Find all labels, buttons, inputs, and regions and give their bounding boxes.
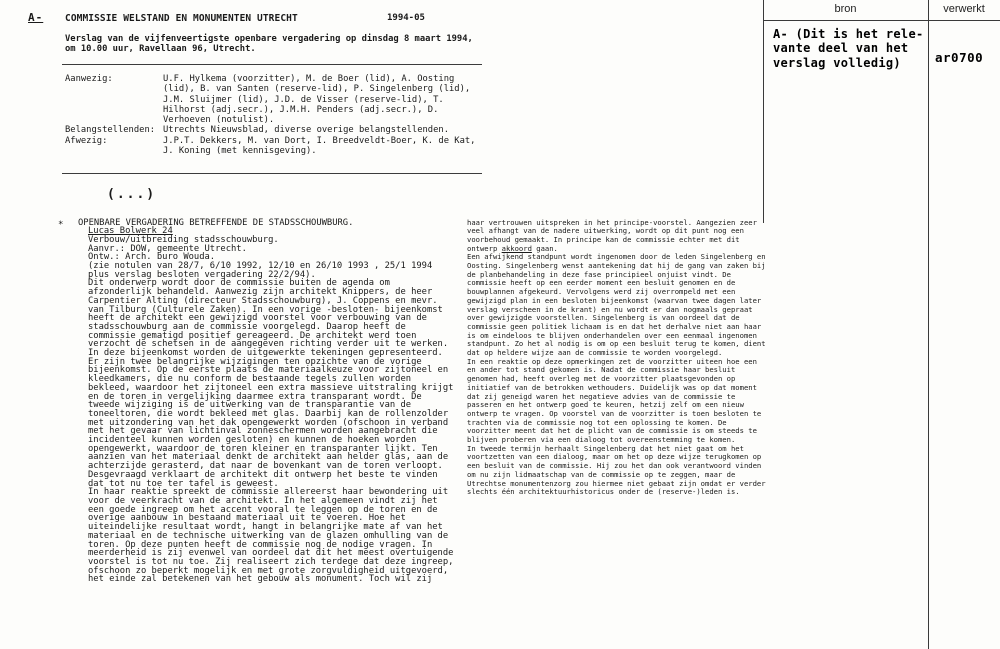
text-line: Dit onderwerp wordt door de commissie buiten de agenda om	[88, 278, 390, 289]
subtitle-line-2: om 10.00 uur, Ravellaan 96, Utrecht.	[65, 43, 256, 54]
body-column-left	[78, 217, 454, 585]
text-line: bijeenkomst. Op de eerste plaats de materiaalkeuze voor zijtoneel en	[88, 365, 449, 376]
attendee-label: Aanwezig:	[65, 74, 113, 84]
text-line: Er zijn twee belangrijke wijzigingen ten opzichte van de vorige	[88, 356, 422, 367]
horizontal-divider	[62, 173, 482, 174]
text-line: verslag volledig)	[773, 55, 901, 70]
text-line: tweede wijziging is de uitwerking van de transparantie van de	[88, 400, 412, 411]
text-line: In haar reaktie spreekt de commissie allereerst haar bewondering uit	[88, 487, 449, 498]
text-line: de planbehandeling in deze fase principieel onjuist vindt. De	[467, 269, 731, 279]
table-left-border	[763, 0, 764, 223]
attendees-block	[65, 74, 475, 156]
text-line: verslag verscheen in de krant) en nu wordt er dan nogmaals gepraat	[467, 304, 753, 314]
attendee-label: Belangstellenden:	[65, 125, 156, 136]
table-header-underline	[763, 20, 1000, 21]
attendee-names	[163, 125, 449, 135]
text-line: genomen had, heeft overleg met de voorzitter plaatsgevonden op	[467, 374, 736, 384]
text-line: In deze bijeenkomst worden de uitgewerkte tekeningen gepresenteerd.	[88, 348, 443, 359]
text-line: In een reaktie op deze opmerkingen zet de voorzitter uiteen hoe een	[467, 356, 757, 366]
page-title: COMMISSIE WELSTAND EN MONUMENTEN UTRECHT	[65, 13, 298, 24]
text-line: uiteindelijke resultaat wordt, hangt in belangrijke mate af van het	[88, 522, 443, 533]
text-line: dat tot nu toe ter tafel is geweest.	[88, 478, 279, 489]
subtitle-line-1: Verslag van de vijfenveertigste openbare vergadering op dinsdag 8 maart 1994,	[65, 34, 473, 44]
text-line: standpunt. Zo het al nodig is om op een besluit terug te komen, dient	[467, 339, 766, 349]
attendee-row-afwezig	[65, 136, 475, 157]
attendee-names	[163, 74, 470, 125]
text-line: en ander tot stand gekomen is. Nadat de commissie haar besluit	[467, 365, 736, 375]
text-line: een goede ingreep om het accent vooral te leggen op de toren en de	[88, 504, 438, 515]
text-line: commissie geen politiek lichaam is en dat het derhalve niet aan haar	[467, 321, 762, 331]
text-line: Utrechtse monumentenzorg zou hiermee niet gebaat zijn omdat er verder	[467, 478, 766, 488]
omission-mark: (...)	[107, 187, 157, 202]
text-line: dat zij geneigd waren het negatieve advies van de commissie te	[467, 391, 736, 401]
text-line: voorbehoud gemaakt. In principe kan de commissie echter met dit	[467, 234, 740, 244]
text-line: haar vertrouwen uitspreken in het principe-voorstel. Aangezien zeer	[467, 217, 757, 227]
text-line: U.F. Hylkema (voorzitter), M. de Boer (lid), A. Oosting	[163, 74, 455, 84]
text-line: Carpentier Alting (directeur Stadsschouwburg), J. Coppens en mevr.	[88, 295, 438, 306]
text-line: Utrechts Nieuwsblad, diverse overige belangstellenden.	[163, 125, 449, 136]
text-line: A- (Dit is het rele-	[773, 27, 924, 41]
attendee-row-belangstellenden	[65, 125, 475, 135]
text-line: met het gevaar van lichtinval zonneschermen worden aangebracht die	[88, 426, 438, 437]
text-line: gewijzigd plan in een besloten bijeenkomst (waarvan twee dagen later	[467, 295, 762, 305]
text-line: bouwplannen afgekeurd. Vervolgens werd zij overrompeld met een	[467, 287, 736, 297]
text-line: materiaal en de technische uitwerking van de glazen omhulling van de	[88, 530, 449, 541]
text-line: kleedkamers, die nu conform de bestaande tegels zullen worden	[88, 374, 412, 385]
text-line: ofschoon zo beperkt mogelijk en met grote zorgvuldigheid uitgevoerd,	[88, 565, 449, 576]
column-header-bron: bron	[834, 3, 857, 15]
text-line: Ontw.: Arch. buro Wouda.	[88, 252, 216, 263]
text-line: incidenteel kunnen worden gesloten) en kunnen de hoeken worden	[88, 435, 417, 446]
text-line: stadsschouwburg aan de commissie voorgelegd. Daarop heeft de	[88, 321, 406, 332]
text-line: is om eindeloos te blijven onderhandelen over een eenmaal ingenomen	[467, 330, 757, 340]
table-column-divider	[928, 0, 929, 649]
attendee-names	[163, 136, 475, 157]
bullet-asterisk: *	[58, 220, 64, 230]
text-line: commissie heeft op een eerder moment een besluit genomen en de	[467, 278, 736, 288]
text-line: ontwerp te vragen. Op voorstel van de voorzitter is toen besloten te	[467, 408, 762, 418]
attendee-row-aanwezig	[65, 74, 475, 125]
verwerkt-code: ar0700	[935, 50, 984, 65]
text-line: passeren en het ontwerp goed te keuren, hetzij zelf om een nieuw	[467, 400, 744, 410]
text-line: Lucas Bolwerk 24	[88, 226, 173, 237]
text-line: meerderheid is zij evenwel van oordeel dat dit het meest overtuigende	[88, 548, 454, 559]
text-line: voortzetten van een dialoog, maar om het op deze wijze terugkomen op	[467, 452, 762, 462]
text-line: In tweede termijn herhaalt Singelenberg dat het niet gaat om het	[467, 443, 744, 453]
corner-mark: A-	[28, 11, 44, 24]
text-line: om nu zijn lidmaatschap van de commissie op te zeggen, maar de	[467, 469, 736, 479]
text-line: een besluit van de commissie. Hij zou het dan ook verantwoord vinden	[467, 461, 762, 471]
text-line: J.P.T. Dekkers, M. van Dort, I. Breedveldt-Boer, K. de Kat,	[163, 135, 476, 146]
text-line: voor de veerkracht van de architekt. In het algemeen vindt zij het	[88, 496, 438, 506]
text-line: overige aanbouw in bestaand materiaal uit te voeren. Hoe het	[88, 513, 406, 524]
text-line: verzocht de schetsen in de aangegeven richting verder uit te werken.	[88, 339, 449, 350]
text-line: Aanvr.: DOW, gemeente Utrecht.	[88, 243, 247, 254]
attendee-label: Afwezig:	[65, 135, 108, 146]
text-line: trachten via de commissie nog tot een oplossing te komen. De	[467, 417, 727, 427]
text-line: J.M. Sluijmer (lid), J.D. de Visser (reserve-lid), T.	[163, 94, 444, 105]
text-line: Desgevraagd verklaart de architekt dit ontwerp het beste te vinden	[88, 469, 438, 480]
text-line: voorzitter meent dat het de plicht van de commissie is om steeds te	[467, 426, 757, 436]
text-line: opengewerkt, waardoor de toren kleiner en transparanter lijkt. Ten	[88, 443, 438, 454]
text-line: Verhoeven (notulist).	[163, 115, 275, 126]
text-line: Verbouw/uitbreiding stadsschouwburg.	[88, 234, 279, 245]
text-line: commissie gematigd positief gereageerd. De architekt werd toen	[88, 330, 417, 341]
text-line: over gewijzigde voorstellen. Singelenberg is van oordeel dat de	[467, 313, 740, 323]
text-line: OPENBARE VERGADERING BETREFFENDE DE STADSSCHOUWBURG.	[78, 217, 354, 228]
report-subtitle	[65, 35, 473, 55]
text-line: (lid), B. van Santen (reserve-lid), P. Singelenberg (lid),	[163, 84, 471, 95]
text-line: (zie notulen van 28/7, 6/10 1992, 12/10 en 26/10 1993 , 25/1 1994	[88, 261, 433, 272]
text-line: Oosting. Singelenberg wenst aantekening dat hij de gang van zaken bij	[467, 261, 766, 271]
text-line: J. Koning (met kennisgeving).	[163, 146, 317, 157]
text-line: aanzien van het materiaal denkt de architekt aan helder glas, aan de	[88, 452, 449, 463]
text-line: afzonderlijk behandeld. Aanwezig zijn architekt Knippers, de heer	[88, 287, 433, 298]
text-line: en de toren in vergelijking daarmee extra transparant wordt. De	[88, 391, 422, 402]
text-line: achterzijde gerasterd, dat naar de bovenkant van de toren verloopt.	[88, 461, 443, 472]
text-line: bekleed, waardoor het zijtoneel een extra massieve uitstraling krijgt	[88, 382, 454, 393]
text-line: met uitzondering van het dak opengewerkt worden (ofschoon in verband	[88, 417, 449, 428]
text-line: veel afhangt van de nadere uitwerking, wordt op dit punt nog een	[467, 226, 744, 236]
bron-annotation	[773, 27, 924, 70]
column-header-verwerkt: verwerkt	[943, 3, 985, 15]
text-line: vante deel van het	[773, 41, 909, 56]
text-line: plus verslag besloten vergadering 22/2/94).	[88, 269, 316, 280]
text-line: slechts één architektuurhistoricus onder de (reserve-)leden is.	[467, 487, 740, 497]
text-line: van Tilburg (Culturele Zaken). In een vorige -besloten- bijeenkomst	[88, 304, 443, 315]
text-line: toneeltoren, die wordt bekleed met glas. Daarbij kan de rollenzolder	[88, 408, 449, 419]
text-line: initiatief van de betrokken wethouders. Duidelijk was op dat moment	[467, 382, 757, 392]
text-line: blijven proberen via een dialoog tot overeenstemming te komen.	[467, 435, 736, 445]
text-line: Hilhorst (adj.secr.), J.M.H. Penders (adj.secr.), D.	[163, 104, 439, 115]
text-line: toren. Op deze punten heeft de commissie nog de nodige vragen. In	[88, 539, 433, 550]
text-line: Een afwijkend standpunt wordt ingenomen door de leden Singelenberg en	[467, 252, 766, 262]
text-line: dat op heldere wijze aan de commissie te worden voorgelegd.	[467, 348, 723, 358]
text-line: heeft de architekt een gewijzigd voorstel voor verbouwing van de	[88, 313, 427, 324]
text-line: voorstel is tot nu toe. Zij realiseert zich terdege dat deze ingreep,	[88, 556, 454, 567]
text-line: het einde zal betekenen van het gebouw als monument. Toch wil zij	[88, 574, 433, 585]
horizontal-divider	[62, 64, 482, 65]
document-number: 1994-05	[387, 13, 425, 23]
body-column-right	[467, 219, 766, 498]
text-line: ontwerp akkoord gaan.	[467, 243, 558, 253]
